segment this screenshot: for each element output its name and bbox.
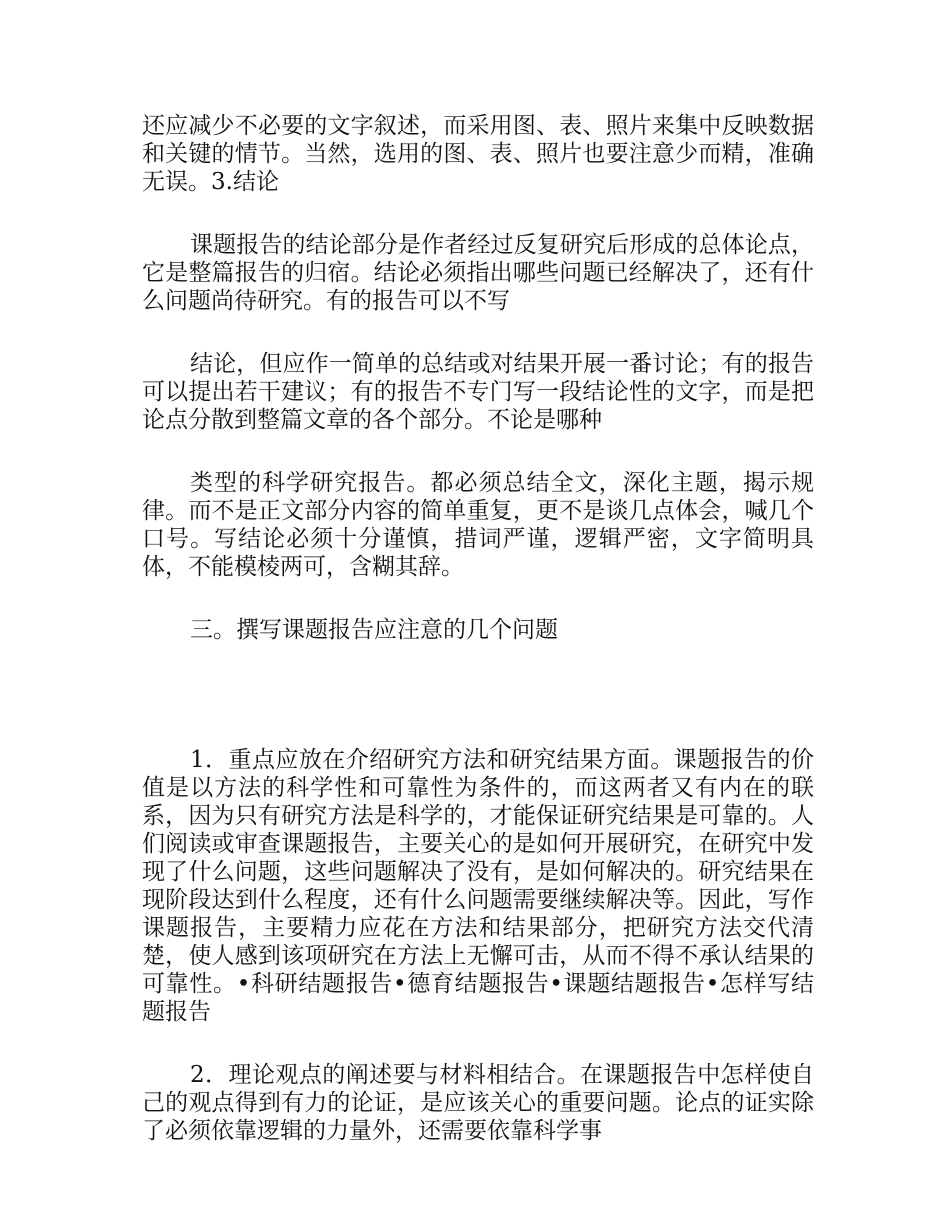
paragraph-conclusion-intro: 课题报告的结论部分是作者经过反复研究后形成的总体论点，它是整篇报告的归宿。结论必须指出哪些问题已经解决了，还有什么问题尚待研究。有的报告可以不写: [142, 232, 814, 314]
paragraph-conclusion-requirements: 类型的科学研究报告。都必须总结全文，深化主题，揭示规律。而不是正文部分内容的简单重复，更不是谈几点体会，喊几个口号。写结论必须十分谨慎，措词严谨，逻辑严密，文字简明具体，不能模棱两可，含糊其辞。: [142, 470, 814, 580]
paragraph-note-2: 2．理论观点的阐述要与材料相结合。在课题报告中怎样使自己的观点得到有力的论证，是应该关心的重要问题。论点的证实除了必须依靠逻辑的力量外，还需要依靠科学事: [142, 1062, 814, 1144]
paragraph-results-continued: 还应减少不必要的文字叙述，而采用图、表、照片来集中反映数据和关键的情节。当然，选用的图、表、照片也要注意少而精，准确无误。3.结论: [142, 113, 814, 195]
paragraph-conclusion-forms: 结论，但应作一简单的总结或对结果开展一番讨论；有的报告可以提出若干建议；有的报告不专门写一段结论性的文字，而是把论点分散到整篇文章的各个部分。不论是哪种: [142, 351, 814, 433]
paragraph-note-1: 1．重点应放在介绍研究方法和研究结果方面。课题报告的价值是以方法的科学性和可靠性为条件的，而这两者又有内在的联系，因为只有研究方法是科学的，才能保证研究结果是可靠的。人们阅读或审查课题报告，主要关心的是如何开展研究，在研究中发现了什么问题，这些问题解决了没有，是如何解决的。研究结果在现阶段达到什么程度，还有什么问题需要继续解决等。因此，写作课题报告，主要精力应花在方法和结果部分，把研究方法交代清楚，使人感到该项研究在方法上无懈可击，从而不得不承认结果的可靠性。•科研结题报告•德育结题报告•课题结题报告•怎样写结题报告: [142, 747, 814, 1025]
section-heading-notes: 三。撰写课题报告应注意的几个问题: [190, 617, 558, 643]
document-body: [142, 112, 814, 1145]
